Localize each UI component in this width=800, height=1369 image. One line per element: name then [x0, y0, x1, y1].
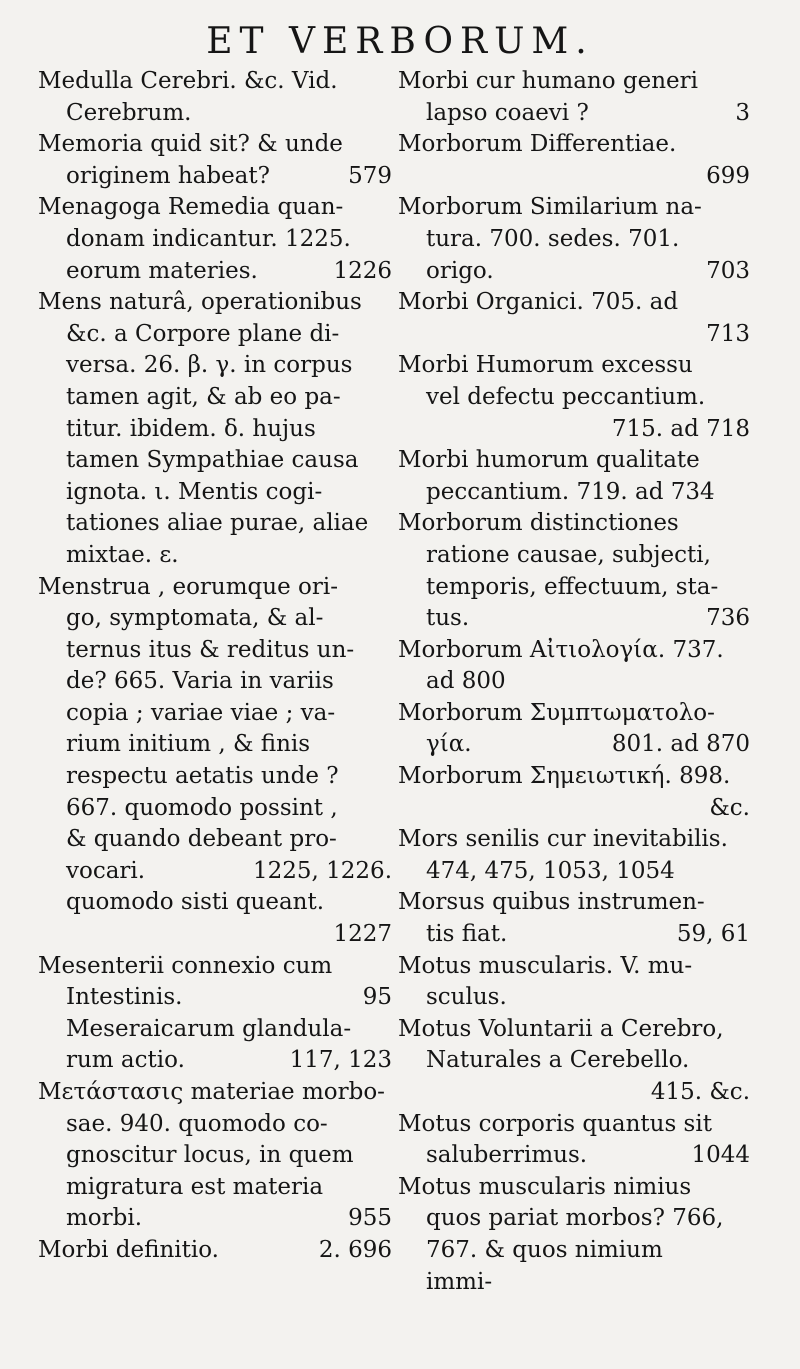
index-line — [398, 951, 750, 983]
index-entry-text: donam indicantur. 1225. — [66, 225, 351, 252]
index-entry-text: vocari. — [66, 857, 146, 884]
index-entry-text: lapso coaevi ? — [426, 99, 589, 126]
index-column-left — [38, 66, 392, 1267]
page-reference: 1227 — [333, 921, 392, 948]
index-entry-text: go, symptomata, & al- — [66, 605, 324, 632]
index-entry-text: ternus itus & reditus un- — [66, 636, 355, 663]
index-entry-text: &c. a Corpore plane di- — [66, 320, 340, 347]
index-entry-text: ad 800 — [426, 668, 506, 695]
page-reference: 715. ad 718 — [611, 415, 750, 442]
index-entry-text: sae. 940. quomodo co- — [66, 1110, 328, 1137]
index-entry-text: Morborum Σημειωτική. 898. — [398, 763, 731, 790]
index-entry-text: Intestinis. — [66, 984, 183, 1011]
index-entry-text: tura. 700. sedes. 701. — [426, 225, 680, 252]
index-entry-text: ratione causae, subjecti, — [426, 541, 711, 568]
index-line — [398, 1172, 750, 1204]
index-entry-text: titur. ibidem. δ. hujus — [66, 415, 316, 442]
index-entry-text: Morborum Similarium na- — [398, 194, 702, 221]
index-entry-text: tamen agit, & ab eo pa- — [66, 383, 341, 410]
index-entry-text: 767. & quos nimium — [426, 1236, 663, 1263]
index-line — [398, 1014, 750, 1046]
page-reference: 579 — [348, 162, 392, 189]
index-line — [398, 982, 750, 1014]
index-entry-text: Motus corporis quantus sit — [398, 1110, 712, 1137]
index-line — [38, 856, 392, 888]
index-entry-text: Motus Voluntarii a Cerebro, — [398, 1015, 724, 1042]
index-entry-text: Morborum Differentiae. — [398, 131, 677, 158]
index-line — [38, 1203, 392, 1235]
index-line — [398, 382, 750, 414]
index-entry-text: temporis, effectuum, sta- — [426, 573, 719, 600]
index-line — [38, 793, 392, 825]
page-reference: 699 — [706, 162, 750, 189]
index-entry-text: Cerebrum. — [66, 99, 192, 126]
index-entry-text: vel defectu peccantium. — [426, 383, 706, 410]
index-entry-text: versa. 26. β. γ. in corpus — [66, 352, 353, 379]
index-line — [38, 1140, 392, 1172]
index-line — [38, 445, 392, 477]
index-line — [398, 161, 750, 193]
index-entry-text: immi- — [426, 1268, 493, 1295]
index-line — [398, 824, 750, 856]
index-entry-text: Morbi Organici. 705. ad — [398, 289, 679, 316]
index-entry-text: rum actio. — [66, 1047, 185, 1074]
index-entry-text: 474, 475, 1053, 1054 — [426, 857, 675, 884]
index-entry-text: Motus muscularis. V. mu- — [398, 952, 693, 979]
index-line — [38, 129, 392, 161]
page-reference: 1225, 1226. — [253, 857, 392, 884]
index-line — [398, 666, 750, 698]
index-entry-text: tus. — [426, 605, 470, 632]
page-reference: 713 — [706, 320, 750, 347]
index-line — [398, 1235, 750, 1267]
page-reference: 2. 696 — [318, 1236, 392, 1263]
index-line — [398, 1140, 750, 1172]
page-reference: 117, 123 — [289, 1047, 392, 1074]
index-entry-text: respectu aetatis unde ? — [66, 763, 339, 790]
index-line — [398, 887, 750, 919]
index-line — [398, 635, 750, 667]
index-entry-text: rium initium , & finis — [66, 731, 311, 758]
page-reference: 59, 61 — [676, 921, 750, 948]
index-line — [38, 477, 392, 509]
page-reference: 801. ad 870 — [611, 731, 750, 758]
index-entry-text: γία. — [426, 731, 472, 758]
index-entry-text: ignota. ι. Mentis cogi- — [66, 478, 323, 505]
running-header: ET VERBORUM. — [206, 21, 594, 62]
index-line — [38, 98, 392, 130]
page-reference: 955 — [348, 1205, 392, 1232]
index-entry-text: quos pariat morbos? 766, — [426, 1205, 724, 1232]
index-entry-text: Medulla Cerebri. &c. Vid. — [38, 68, 338, 94]
index-line — [398, 793, 750, 825]
index-line — [38, 1235, 392, 1267]
index-line — [398, 445, 750, 477]
index-line — [38, 1109, 392, 1141]
index-line — [398, 414, 750, 446]
index-line — [38, 982, 392, 1014]
index-entry-text: Meseraicarum glandula- — [66, 1015, 352, 1042]
index-line — [398, 129, 750, 161]
index-line — [398, 287, 750, 319]
page-reference: 736 — [706, 605, 750, 632]
index-line — [398, 603, 750, 635]
index-line — [398, 1109, 750, 1141]
index-line — [38, 256, 392, 288]
index-column-right — [398, 66, 750, 1298]
index-entry-text: Μετάστασις materiae morbo- — [38, 1079, 385, 1105]
index-line — [38, 287, 392, 319]
index-line — [38, 635, 392, 667]
index-line — [398, 1077, 750, 1109]
page-reference: 415. &c. — [650, 1079, 750, 1105]
index-line — [38, 1077, 392, 1109]
index-entry-text: & quando debeant pro- — [66, 826, 337, 853]
index-line — [398, 856, 750, 888]
index-line — [398, 1203, 750, 1235]
index-entry-text: Morbi cur humano generi — [398, 68, 699, 94]
index-line — [38, 572, 392, 604]
index-line — [398, 224, 750, 256]
index-line — [38, 1045, 392, 1077]
index-entry-text: copia ; variae viae ; va- — [66, 699, 336, 726]
index-line — [38, 350, 392, 382]
index-entry-text: tationes aliae purae, aliae — [66, 510, 369, 537]
index-entry-text: mixtae. ε. — [66, 541, 179, 568]
index-entry-text: tis fiat. — [426, 921, 508, 948]
index-line — [38, 729, 392, 761]
index-line — [38, 66, 392, 98]
index-line — [38, 761, 392, 793]
index-entry-text: saluberrimus. — [426, 1142, 588, 1169]
page-reference: 703 — [706, 257, 750, 284]
index-line — [38, 508, 392, 540]
index-entry-text: Morbi humorum qualitate — [398, 447, 700, 474]
page-reference: 1226 — [333, 257, 392, 284]
index-entry-text: Morbi definitio. — [38, 1236, 219, 1263]
index-entry-text: sculus. — [426, 984, 507, 1011]
page-reference: &c. — [709, 794, 750, 821]
index-entry-text: eorum materies. — [66, 257, 258, 284]
index-line — [38, 951, 392, 983]
page-reference: 1044 — [691, 1142, 750, 1169]
index-line — [38, 1014, 392, 1046]
index-entry-text: Memoria quid sit? & unde — [38, 131, 343, 158]
index-line — [38, 382, 392, 414]
index-line — [38, 698, 392, 730]
index-line — [38, 1172, 392, 1204]
page-reference: 95 — [362, 984, 392, 1011]
index-line — [38, 603, 392, 635]
index-line — [38, 666, 392, 698]
index-line — [398, 540, 750, 572]
index-entry-text: migratura est materia — [66, 1173, 324, 1200]
index-entry-text: Morsus quibus instrumen- — [398, 889, 705, 916]
index-entry-text: gnoscitur locus, in quem — [66, 1142, 354, 1169]
index-line — [398, 729, 750, 761]
index-line — [398, 477, 750, 509]
index-line — [38, 414, 392, 446]
index-line — [398, 1267, 750, 1299]
index-line — [398, 761, 750, 793]
index-line — [398, 350, 750, 382]
index-entry-text: peccantium. 719. ad 734 — [426, 478, 715, 505]
index-entry-text: tamen Sympathiae causa — [66, 447, 359, 474]
index-entry-text: originem habeat? — [66, 162, 270, 189]
index-entry-text: Motus muscularis nimius — [398, 1173, 692, 1200]
index-line — [38, 824, 392, 856]
index-line — [398, 66, 750, 98]
index-line — [398, 319, 750, 351]
index-line — [398, 256, 750, 288]
index-entry-text: morbi. — [66, 1205, 143, 1232]
index-entry-text: Naturales a Cerebello. — [426, 1047, 690, 1074]
index-entry-text: Menstrua , eorumque ori- — [38, 573, 338, 600]
index-entry-text: Morborum Αἰτιολογία. 737. — [398, 636, 724, 663]
index-entry-text: Mors senilis cur inevitabilis. — [398, 826, 728, 853]
index-line — [38, 919, 392, 951]
index-entry-text: Mesenterii connexio cum — [38, 952, 333, 979]
index-line — [38, 319, 392, 351]
page-reference: 3 — [735, 99, 750, 126]
index-entry-text: Morborum Συμπτωματολο- — [398, 699, 715, 726]
index-entry-text: 667. quomodo possint , — [66, 794, 338, 821]
index-line — [398, 192, 750, 224]
index-entry-text: Menagoga Remedia quan- — [38, 194, 344, 221]
index-line — [38, 224, 392, 256]
index-line — [398, 698, 750, 730]
index-entry-text: de? 665. Varia in variis — [66, 668, 334, 695]
index-entry-text: quomodo sisti queant. — [66, 889, 325, 916]
index-entry-text: origo. — [426, 257, 494, 284]
index-entry-text: Morbi Humorum excessu — [398, 352, 693, 379]
index-entry-text: Morborum distinctiones — [398, 510, 679, 537]
index-entry-text: Mens naturâ, operationibus — [38, 289, 362, 316]
index-line — [38, 192, 392, 224]
index-line — [398, 572, 750, 604]
index-line — [38, 540, 392, 572]
index-line — [38, 887, 392, 919]
index-line — [398, 919, 750, 951]
index-line — [398, 1045, 750, 1077]
index-line — [398, 508, 750, 540]
index-line — [398, 98, 750, 130]
index-line — [38, 161, 392, 193]
